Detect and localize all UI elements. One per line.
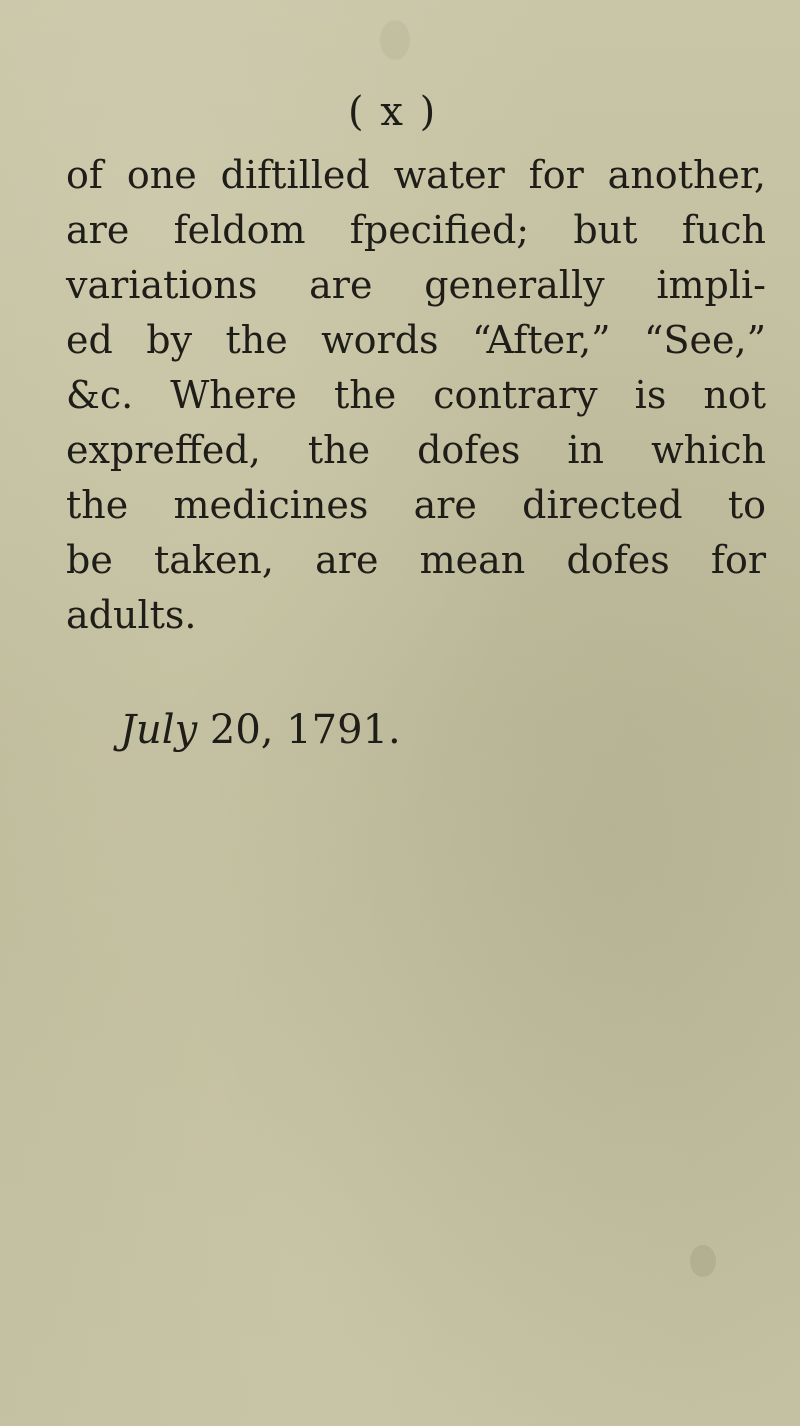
date-day-year: 20, 1791. bbox=[197, 707, 401, 753]
paper-stain bbox=[380, 20, 410, 60]
paper-stain bbox=[690, 1245, 716, 1277]
text-line: adults. bbox=[66, 593, 197, 637]
date-line bbox=[120, 705, 401, 755]
date-month: July bbox=[120, 707, 198, 753]
text-line: are feldom fpecified; but fuch bbox=[66, 208, 766, 252]
text-line: expreffed, the dofes in which bbox=[66, 428, 766, 472]
text-line: variations are generally impli- bbox=[66, 263, 766, 307]
paragraph bbox=[66, 148, 766, 643]
text-line: of one diftilled water for another, bbox=[66, 153, 766, 197]
text-line: the medicines are directed to bbox=[66, 483, 766, 527]
text-line: be taken, are mean dofes for bbox=[66, 538, 766, 582]
text-line: ed by the words “After,” “See,” bbox=[66, 318, 766, 362]
text-line: &c. Where the contrary is not bbox=[66, 373, 766, 417]
page-number: ( x ) bbox=[348, 89, 438, 135]
